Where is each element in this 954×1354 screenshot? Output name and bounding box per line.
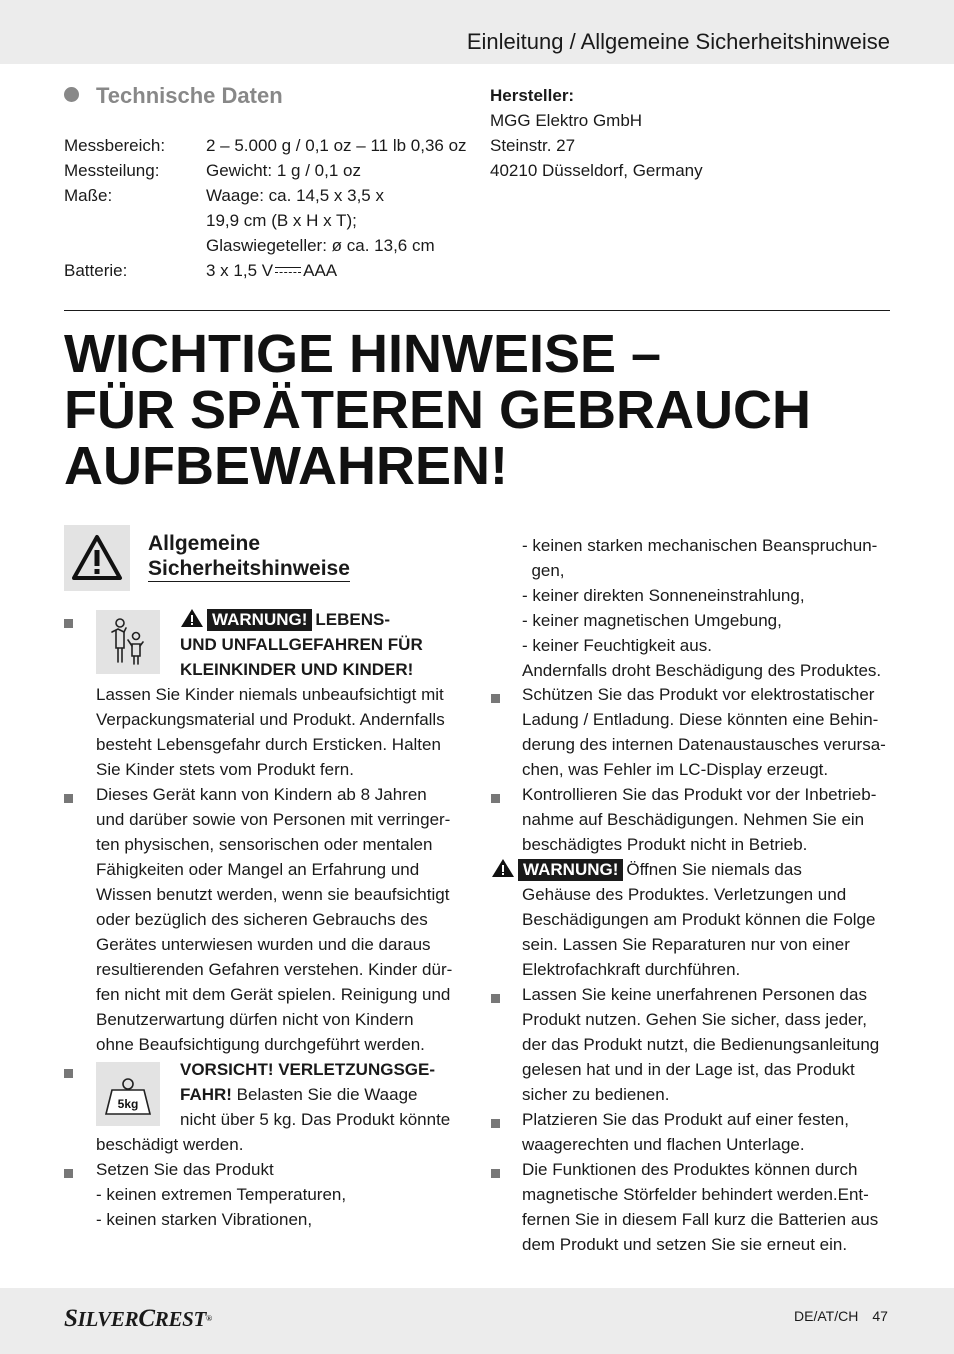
text-line: ohne Beaufsichtigung durchgeführt werden. [96, 1035, 425, 1054]
text-line: - keiner magnetischen Umgebung, [522, 611, 782, 630]
text-line: nahme auf Beschädigungen. Nehmen Sie ein [522, 810, 865, 829]
spec-row [64, 183, 474, 258]
spec-row [64, 158, 474, 183]
bullet-square [64, 1069, 73, 1078]
text-line: der das Produkt nutzt, die Bedienungsanleitung [522, 1035, 880, 1054]
warning-housing-text [522, 882, 902, 982]
bullet-square [491, 694, 500, 703]
text-line: Produkt nutzen. Gehen Sie sicher, dass jeder, [522, 1010, 867, 1029]
text-line: oder bezüglich des sicheren Gebrauchs des [96, 910, 428, 929]
warning-children-text: Lassen Sie Kinder niemals unbeaufsichtigt mit Verpackungsmaterial und Produkt. Andernfalls besteht Lebensgefahr durch Ersticken. Halten Sie Kinder stets vom Produkt fern. [96, 685, 445, 779]
text-line: gelesen hat und in der Lage ist, das Produkt [522, 1060, 855, 1079]
main-title: WICHTIGE HINWEISE – FÜR SPÄTEREN GEBRAUCH AUFBEWAHREN! [64, 324, 812, 496]
text-line: Fähigkeiten oder Mangel an Erfahrung und [96, 860, 420, 879]
manufacturer-label: Hersteller: [490, 86, 575, 105]
bullet-square [491, 1169, 500, 1178]
placement-text: Setzen Sie das Produkt - keinen extremen Temperaturen, - keinen starken Vibrationen, [96, 1160, 347, 1229]
warning-triangle-icon [64, 525, 130, 591]
bullet-square [64, 619, 73, 628]
text-line: - keiner direkten Sonneneinstrahlung, [522, 586, 805, 605]
bullet-square [64, 794, 73, 803]
text-line: Wissen benutzt werden, wenn sie beaufsichtigt [96, 885, 450, 904]
inspection-text [522, 782, 902, 857]
spec-value-line: 19,9 cm (B x H x T); [206, 211, 357, 230]
text-line: derung des internen Datenaustausches verursa- [522, 735, 886, 754]
text-line: waagerechten und flachen Unterlage. [522, 1135, 805, 1154]
text-line: Die Funktionen des Produktes können durch [522, 1160, 858, 1179]
text-line: gen, [522, 561, 565, 580]
text-line: Andernfalls droht Beschädigung des Produktes. [522, 661, 882, 680]
inexperienced-text [522, 982, 902, 1107]
tech-data-heading: Technische Daten [64, 82, 283, 110]
text-line: Beschädigungen am Produkt können die Folge [522, 910, 876, 929]
spec-value-line: Glaswiegeteller: ø ca. 13,6 cm [206, 236, 435, 255]
spec-value [206, 183, 474, 258]
spec-value: 3 x 1,5 V AAA [206, 261, 338, 280]
spec-value-line: Gewicht: 1 g / 0,1 oz [206, 161, 361, 180]
caution-text-end: beschädigt werden. [96, 1135, 244, 1154]
manufacturer-block [490, 83, 890, 183]
text-line: Ladung / Entladung. Diese könnten eine Behin- [522, 710, 879, 729]
text-line: dem Produkt und setzen Sie sie erneut ein. [522, 1235, 848, 1254]
spec-value [206, 158, 474, 183]
manufacturer-line: MGG Elektro GmbH [490, 111, 643, 130]
manufacturer-line: 40210 Düsseldorf, Germany [490, 161, 703, 180]
dc-symbol-icon [275, 265, 301, 275]
bullet-square [64, 1169, 73, 1178]
spec-row [64, 133, 474, 158]
text-line: Gehäuse des Produktes. Verletzungen und [522, 885, 847, 904]
warning-badge: WARNUNG! [207, 609, 312, 631]
warning-badge: WARNUNG! [518, 859, 623, 881]
divider [64, 310, 890, 311]
child-icon [96, 610, 160, 674]
text-line: resultierenden Gefahren verstehen. Kinder dür- [96, 960, 453, 979]
text-line: chen, was Fehler im LC-Display erzeugt. [522, 760, 829, 779]
text-line: Kontrollieren Sie das Produkt vor der Inbetrieb- [522, 785, 877, 804]
text-line: - keinen starken mechanischen Beanspruchun- [522, 536, 878, 555]
text-line: fernen Sie in diesem Fall kurz die Batterien aus [522, 1210, 879, 1229]
text-line: Elektrofachkraft durchführen. [522, 960, 741, 979]
electrostatic-text [522, 682, 902, 782]
spec-value-line: 2 – 5.000 g / 0,1 oz – 11 lb 0,36 oz [206, 136, 467, 155]
section-title: Allgemeine Sicherheitshinweise [148, 532, 350, 580]
text-line: Lassen Sie keine unerfahrenen Personen das [522, 985, 867, 1004]
footer-meta [794, 1306, 888, 1326]
text-line: ten physischen, sensorischen oder mentalen [96, 835, 433, 854]
header-title: Einleitung / Allgemeine Sicherheitshinweise [466, 29, 890, 54]
tech-specs-table [64, 133, 474, 283]
spec-label: Messteilung: [64, 161, 160, 180]
spec-label: Batterie: [64, 261, 128, 280]
page-header [0, 0, 954, 64]
page-number: 47 [872, 1308, 888, 1324]
text-line: Gerätes unterwiesen wurden und die daraus [96, 935, 431, 954]
text-line: fen nicht mit dem Gerät spielen. Reinigung und [96, 985, 451, 1004]
text-line: sicher zu bedienen. [522, 1085, 670, 1104]
text-line: Dieses Gerät kann von Kindern ab 8 Jahren [96, 785, 427, 804]
warning-triangle-icon [491, 858, 515, 878]
bullet-square [491, 794, 500, 803]
bullet-dot-icon [64, 87, 79, 102]
caution-block: VORSICHT! VERLETZUNGSGE- FAHR! Belasten Sie die Waage nicht über 5 kg. Das Produkt könnte [180, 1060, 451, 1129]
text-line: - keiner Feuchtigkeit aus. [522, 636, 712, 655]
silvercrest-logo: SILVERCREST® [64, 1305, 212, 1332]
text-line: sein. Lassen Sie Reparaturen nur von einer [522, 935, 850, 954]
svg-text:5kg: 5kg [117, 1097, 139, 1111]
surface-text [522, 1107, 902, 1157]
placement-continued [522, 533, 902, 683]
text-line: magnetische Störfelder behindert werden.Ent- [522, 1185, 869, 1204]
warning-housing-block: WARNUNG! Öffnen Sie niemals das [491, 857, 891, 882]
text-line: Schützen Sie das Produkt vor elektrostatischer [522, 685, 875, 704]
magnetic-text [522, 1157, 902, 1257]
text-line: Platzieren Sie das Produkt auf einer festen, [522, 1110, 849, 1129]
manufacturer-line: Steinstr. 27 [490, 136, 576, 155]
bullet-square [491, 994, 500, 1003]
region-label: DE/AT/CH [794, 1308, 859, 1324]
text-line: beschädigtes Produkt nicht in Betrieb. [522, 835, 808, 854]
warning-children-block: WARNUNG! LEBENS- UND UNFALLGEFAHREN FÜR KLEINKINDER UND KINDER! [180, 610, 423, 679]
spec-value [206, 133, 474, 158]
spec-label: Messbereich: [64, 136, 166, 155]
warning-triangle-icon [180, 608, 204, 628]
weight-5kg-icon [96, 1062, 160, 1126]
spec-label: Maße: [64, 186, 113, 205]
children-usage-text [96, 782, 476, 1057]
text-line: Benutzerwartung dürfen nicht von Kindern [96, 1010, 414, 1029]
text-line: und darüber sowie von Personen mit verringer- [96, 810, 451, 829]
spec-row-battery [64, 258, 474, 283]
spec-value-line: Waage: ca. 14,5 x 3,5 x [206, 186, 384, 205]
bullet-square [491, 1119, 500, 1128]
